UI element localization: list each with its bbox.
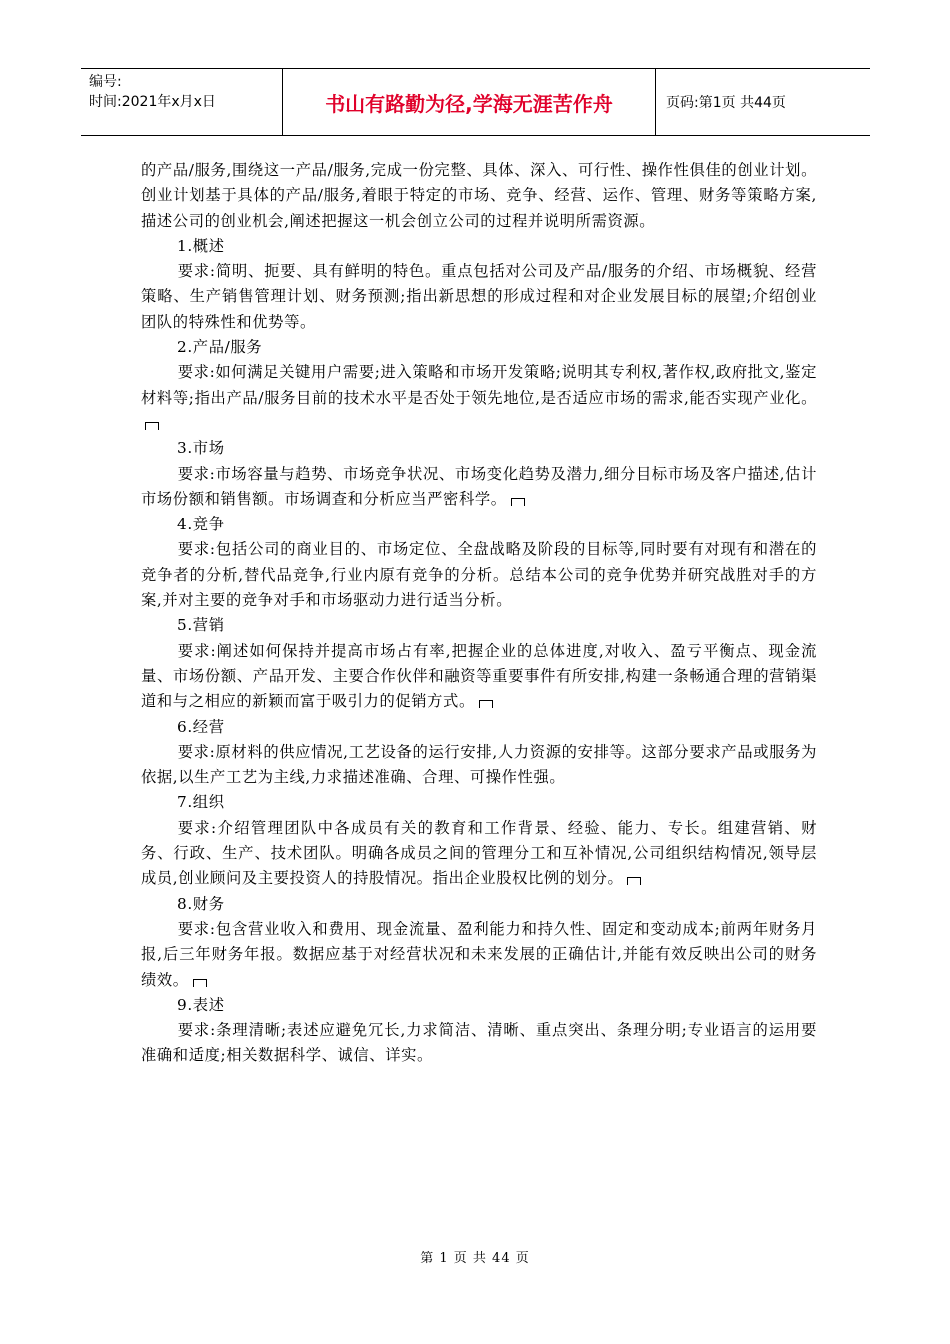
section-heading-product: 2.产品/服务 [177, 338, 263, 357]
section-text-operation: 要求:原材料的供应情况,工艺设备的运行安排,人力资源的安排等。这部分要求产品或服务为依据,以生产工艺为主线,力求描述准确、合理、可操作性强。 [141, 742, 817, 787]
section-text-presentation: 要求:条理清晰;表述应避免冗长,力求简洁、清晰、重点突出、条理分明;专业语言的运用要准确和适度;相关数据科学、诚信、详实。 [141, 1021, 817, 1065]
section-text-finance: 要求:包含营业收入和费用、现金流量、盈利能力和持久性、固定和变动成本;前两年财务月报,后三年财务年报。数据应基于对经营状况和未来发展的正确估计,并能有效反映出公司的财务绩效。 [141, 919, 817, 989]
page-header [81, 68, 870, 136]
section-text-market: 要求:市场容量与趋势、市场竞争状况、市场变化趋势及潜力,细分目标市场及客户描述,估计市场份额和销售额。市场调查和分析应当严密科学。 [141, 464, 817, 508]
paragraph-mark-icon [627, 877, 641, 885]
section-heading-overview: 1.概述 [177, 236, 225, 255]
section-text-competition: 要求:包括公司的商业目的、市场定位、全盘战略及阶段的目标等,同时要有对现有和潜在的竞争者的分析,替代品竞争,行业内原有竞争的分析。总结本公司的竞争优势并研究战胜对手的方案,并对主要的竞争对手和市场驱动力进行适当分析。 [141, 540, 817, 610]
header-page-number: 页码:第1页 共44页 [666, 95, 786, 111]
section-text-marketing: 要求:阐述如何保持并提高市场占有率,把握企业的总体进度,对收入、盈亏平衡点、现金流量、市场份额、产品开发、主要合作伙伴和融资等重要事件有所安排,构建一条畅通合理的营销渠道和与之相应的新颖而富于吸引力的促销方式。 [141, 641, 817, 711]
document-date: 时间:2021年x月x日 [89, 94, 216, 110]
section-heading-competition: 4.竞争 [177, 515, 225, 534]
paragraph-mark-icon [511, 498, 525, 506]
paragraph-mark-icon [479, 700, 493, 708]
document-body [141, 158, 817, 1069]
section-heading-operation: 6.经营 [177, 717, 225, 736]
section-heading-market: 3.市场 [177, 439, 225, 458]
section-heading-presentation: 9.表述 [177, 995, 225, 1014]
section-heading-finance: 8.财务 [177, 894, 225, 913]
section-text-overview: 要求:简明、扼要、具有鲜明的特色。重点包括对公司及产品/服务的介绍、市场概貌、经营策略、生产销售管理计划、财务预测;指出新思想的形成过程和对企业发展目标的展望;介绍创业团队的特殊性和优势等。 [141, 262, 817, 331]
section-heading-organization: 7.组织 [177, 793, 225, 812]
header-motto: 书山有路勤为径,学海无涯苦作舟 [283, 69, 656, 135]
header-meta [81, 69, 283, 135]
paragraph-mark-icon [145, 422, 159, 430]
intro-paragraph: 的产品/服务,围绕这一产品/服务,完成一份完整、具体、深入、可行性、操作性俱佳的创业计划。创业计划基于具体的产品/服务,着眼于特定的市场、竞争、经营、运作、管理、财务等策略方案,描述公司的创业机会,阐述把握这一机会创立公司的过程并说明所需资源。 [141, 161, 817, 230]
document-number: 编号: [89, 74, 122, 90]
section-text-product: 要求:如何满足关键用户需要;进入策略和市场开发策略;说明其专利权,著作权,政府批文,鉴定材料等;指出产品/服务目前的技术水平是否处于领先地位,是否适应市场的需求,能否实现产业化。 [141, 360, 817, 436]
page-footer: 第 1 页 共 44 页 [420, 1251, 530, 1266]
paragraph-mark-icon [193, 979, 207, 987]
section-text-organization: 要求:介绍管理团队中各成员有关的教育和工作背景、经验、能力、专长。组建营销、财务、行政、生产、技术团队。明确各成员之间的管理分工和互补情况,公司组织结构情况,领导层成员,创业顾问及主要投资人的持股情况。指出企业股权比例的划分。 [141, 818, 817, 888]
section-heading-marketing: 5.营销 [177, 616, 225, 635]
